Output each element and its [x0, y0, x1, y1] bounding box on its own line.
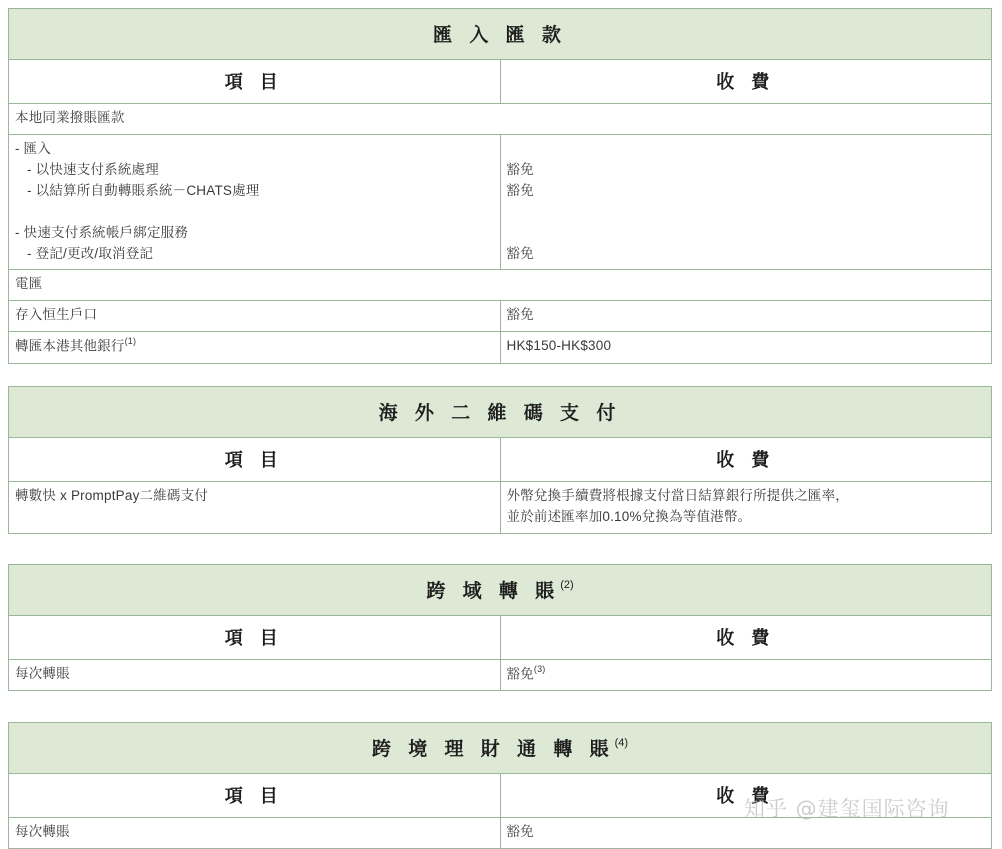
table-wealth-management-connect-transfer [8, 722, 992, 849]
table-column-header-row [9, 438, 992, 482]
row-item-text: 轉匯本港其他銀行 [15, 338, 125, 354]
row-fee-multiline [500, 134, 992, 270]
table-title-superscript: (2) [560, 578, 574, 591]
row-fee-line: 並於前述匯率加0.10%兌換為等值港幣。 [506, 508, 752, 524]
row-item-fullwidth: 本地同業撥賬匯款 [9, 104, 992, 135]
row-item-footnote-ref: (1) [124, 336, 137, 347]
table-title-text: 海 外 二 維 碼 支 付 [378, 403, 622, 424]
table-title-text: 跨 境 理 財 通 轉 賬 [371, 739, 615, 760]
table-title-text: 跨 域 轉 賬 [426, 581, 561, 602]
row-item-line: - 以結算所自動轉賬系統－CHATS處理 [27, 182, 260, 198]
table-row [9, 104, 992, 135]
row-item: 每次轉賬 [9, 818, 501, 849]
row-item-line: - 以快速支付系統處理 [27, 161, 159, 177]
column-header-item: 項 目 [9, 616, 501, 660]
row-fee [500, 660, 992, 691]
column-header-fee: 收 費 [500, 438, 992, 482]
row-item-line: - 登記/更改/取消登記 [27, 245, 154, 261]
row-fee-line: 外幣兌換手續費將根據支付當日結算銀行所提供之匯率， [506, 488, 849, 503]
row-fee: 豁免 [500, 301, 992, 332]
table-inward-remittance [8, 8, 992, 364]
row-item-line: - 快速支付系統帳戶綁定服務 [15, 224, 189, 240]
row-fee: HK$150-HK$300 [500, 332, 992, 363]
table-row [9, 332, 992, 363]
column-header-fee: 收 費 [500, 616, 992, 660]
table-column-header-row [9, 60, 992, 104]
column-header-item: 項 目 [9, 60, 501, 104]
table-overseas-qr-payment [8, 386, 992, 534]
table-column-header-row [9, 616, 992, 660]
row-item [9, 332, 501, 363]
table-title [9, 9, 992, 60]
row-item-fullwidth: 電匯 [9, 270, 992, 301]
table-row [9, 660, 992, 691]
column-header-fee: 收 費 [500, 60, 992, 104]
row-item-multiline [9, 134, 501, 270]
column-header-item: 項 目 [9, 438, 501, 482]
table-title-text: 匯 入 匯 款 [433, 25, 567, 46]
column-header-item: 項 目 [9, 774, 501, 818]
table-row [9, 482, 992, 534]
table-row [9, 134, 992, 270]
table-title [9, 723, 992, 774]
table-column-header-row [9, 774, 992, 818]
row-fee-line: 豁免 [506, 245, 534, 261]
table-cross-boundary-transfer [8, 564, 992, 691]
table-title-row [9, 387, 992, 438]
row-item: 存入恒生戶口 [9, 301, 501, 332]
table-title-row [9, 723, 992, 774]
table-title [9, 565, 992, 616]
row-fee-text: 豁免 [506, 666, 534, 682]
table-title-row [9, 565, 992, 616]
row-fee-footnote-ref: (3) [533, 664, 546, 674]
table-title-superscript: (4) [614, 736, 629, 749]
row-item: 轉數快 x PromptPay二維碼支付 [9, 482, 501, 534]
column-header-fee: 收 費 [500, 774, 992, 818]
table-title [9, 387, 992, 438]
row-fee-multiline [500, 482, 992, 534]
row-fee: 豁免 [500, 818, 992, 849]
row-item: 每次轉賬 [9, 660, 501, 691]
row-item-line: - 匯入 [15, 140, 52, 156]
table-title-row [9, 9, 992, 60]
table-row [9, 301, 992, 332]
row-fee-line: 豁免 [506, 182, 534, 198]
table-row [9, 270, 992, 301]
table-row [9, 818, 992, 849]
watermark: 知乎 @建玺国际咨询 [744, 797, 950, 821]
row-fee-line: 豁免 [506, 161, 534, 177]
